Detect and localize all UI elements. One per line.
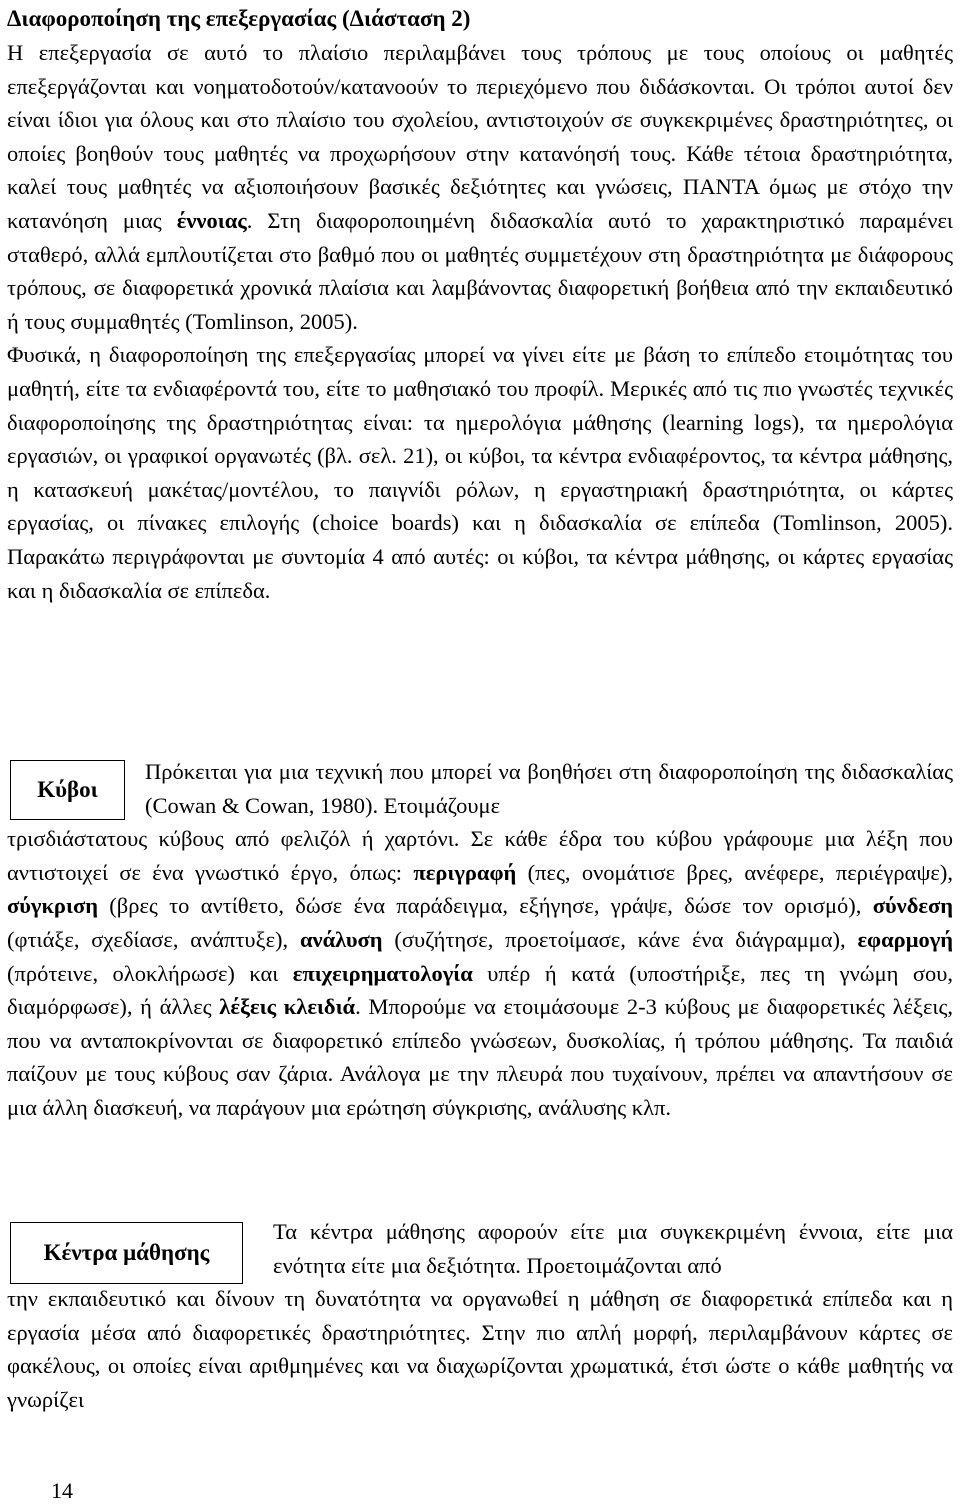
section-heading — [7, 2, 953, 36]
cubes-keyword: σύνδεση — [872, 893, 953, 919]
cubes-body — [7, 822, 953, 1124]
intro-text-a: Η επεξεργασία σε αυτό το πλαίσιο περιλαμβάνει τους τρόπους με τους οποίους οι μαθητές επεξεργάζονται και νοηματοδοτούν/κατανοούν το περιεχόμενο που διδάσκονται. Οι τρόποι αυτοί δεν είναι ίδιοι για όλους και στο πλαίσιο του σχολείου, αντιστοιχούν σε συγκεκριμένες δραστηριότητες, οι οποίες βοηθούν τους μαθητές να προχωρήσουν στην κατανόησή τους. Κάθε τέτοια δραστηριότητα, καλεί τους μαθητές να αξιοποιήσουν βασικές δεξιότητες και γνώσεις, ΠΑΝΤΑ όμως με στόχο την κατανόηση μιας — [7, 40, 953, 233]
cubes-keyword: λέξεις κλειδιά — [219, 994, 356, 1020]
cubes-keyword: ανάλυση — [299, 926, 383, 952]
cubes-keyword: επιχειρηματολογία — [292, 960, 473, 986]
intro-bold-concept: έννοιας — [176, 207, 247, 233]
cubes-keyword: εφαρμογή — [857, 926, 953, 952]
cubes-section — [7, 755, 953, 1125]
document-page — [7, 2, 953, 607]
heading-bold: Διαφοροποίηση της επεξεργασίας — [7, 6, 337, 31]
learning-centers-section — [7, 1215, 953, 1417]
cubes-text: (συζήτησε, προετοίμασε, κάνε ένα διάγραμμα), — [382, 926, 858, 952]
cubes-text: . Μπορούμε να ετοιμάσουμε 2-3 κύβους με διαφορετικές λέξεις, που να ανταποκρίνονται σε διαφορετικό επίπεδο γνώσεων, δυσκολίας, ή τρόπου μάθησης. Τα παιδιά παίζουν με τους κύβους σαν ζάρια. Ανάλογα με την πλευρά που τυχαίνουν, πρέπει να απαντήσουν σε μια άλλη διασκευή, να παράγουν μια ερώτηση σύγκρισης, ανάλυσης κλπ. — [7, 994, 953, 1120]
cubes-text: (πρότεινε, ολοκλήρωσε) και — [7, 960, 293, 986]
cubes-text: τρισδιάστατους κύβους από φελιζόλ ή χαρτόνι. Σε κάθε έδρα του κύβου γράφουμε μια λέξη που αντιστοιχεί σε ένα γνωστικό έργο, όπως: — [7, 826, 953, 885]
cubes-keyword: σύγκριση — [7, 893, 98, 919]
cubes-title-box: Κύβοι — [10, 760, 125, 820]
cubes-text: (πες, ονομάτισε βρες, ανέφερε, περιέγραψε), — [516, 859, 953, 885]
cubes-text: υπέρ ή κατά (υποστήριξε, πες τη γνώμη σου, διαμόρφωσε), ή άλλες — [7, 960, 953, 1020]
page-number: 14 — [51, 1478, 73, 1503]
cubes-text: (βρες το αντίθετο, δώσε ένα παράδειγμα, εξήγησε, γράψε, δώσε τον ορισμό), — [97, 893, 873, 919]
cubes-intro-line: Πρόκειται για μια τεχνική που μπορεί να βοηθήσει στη διαφοροποίηση της διδασκαλίας (Cowan & Cowan, 1980). Ετοιμάζουμε — [145, 759, 953, 818]
intro-text-b: . Στη διαφοροποιημένη διδασκαλία αυτό το χαρακτηριστικό παραμένει σταθερό, αλλά εμπλουτίζεται στο βαθμό που οι μαθητές συμμετέχουν στη δραστηριότητα με διάφορους τρόπους, σε διαφορετικά χρονικά πλαίσια και λαμβάνοντας διαφορετική βοήθεια από την εκπαιδευτικό ή τους συμμαθητές (Tomlinson, 2005). — [7, 207, 953, 334]
heading-suffix: (Διάσταση 2) — [336, 6, 471, 31]
centers-intro-line: Τα κέντρα μάθησης αφορούν είτε μια συγκεκριμένη έννοια, είτε μια ενότητα είτε μια δεξιότητα. Προετοιμάζονται από — [273, 1219, 953, 1278]
intro-paragraph-1 — [7, 36, 953, 338]
learning-centers-title-box: Κέντρα μάθησης — [10, 1222, 243, 1284]
cubes-keyword: περιγραφή — [413, 859, 517, 885]
cubes-text: (φτιάξε, σχεδίασε, ανάπτυξε), — [7, 926, 300, 952]
intro-paragraph-2: Φυσικά, η διαφοροποίηση της επεξεργασίας μπορεί να γίνει είτε με βάση το επίπεδο ετοιμότητας του μαθητή, είτε τα ενδιαφέροντά του, είτε το μαθησιακό του προφίλ. Μερικές από τις πιο γνωστές τεχνικές διαφοροποίησης της δραστηριότητας είναι: τα ημερολόγια μάθησης (learning logs), τα ημερολόγια εργασιών, οι γραφικοί οργανωτές (βλ. σελ. 21), οι κύβοι, τα κέντρα ενδιαφέροντος, τα κέντρα μάθησης, η κατασκευή μακέτας/μοντέλου, το παιγνίδι ρόλων, η εργαστηριακή δραστηριότητα, οι κάρτες εργασίας, οι πίνακες επιλογής (choice boards) και η διδασκαλία σε επίπεδα (Tomlinson, 2005). Παρακάτω περιγράφονται με συντομία 4 από αυτές: οι κύβοι, τα κέντρα μάθησης, οι κάρτες εργασίας και η διδασκαλία σε επίπεδα. — [7, 342, 953, 603]
centers-body: την εκπαιδευτικό και δίνουν τη δυνατότητα να οργανωθεί η μάθηση σε διαφορετικά επίπεδα και η εργασία μέσα από διαφορετικές δραστηριότητες. Στην πιο απλή μορφή, περιλαμβάνουν κάρτες σε φακέλους, οι οποίες είναι αριθμημένες και να διαχωρίζονται χρωματικά, έτσι ώστε ο κάθε μαθητής να γνωρίζει — [7, 1286, 953, 1412]
